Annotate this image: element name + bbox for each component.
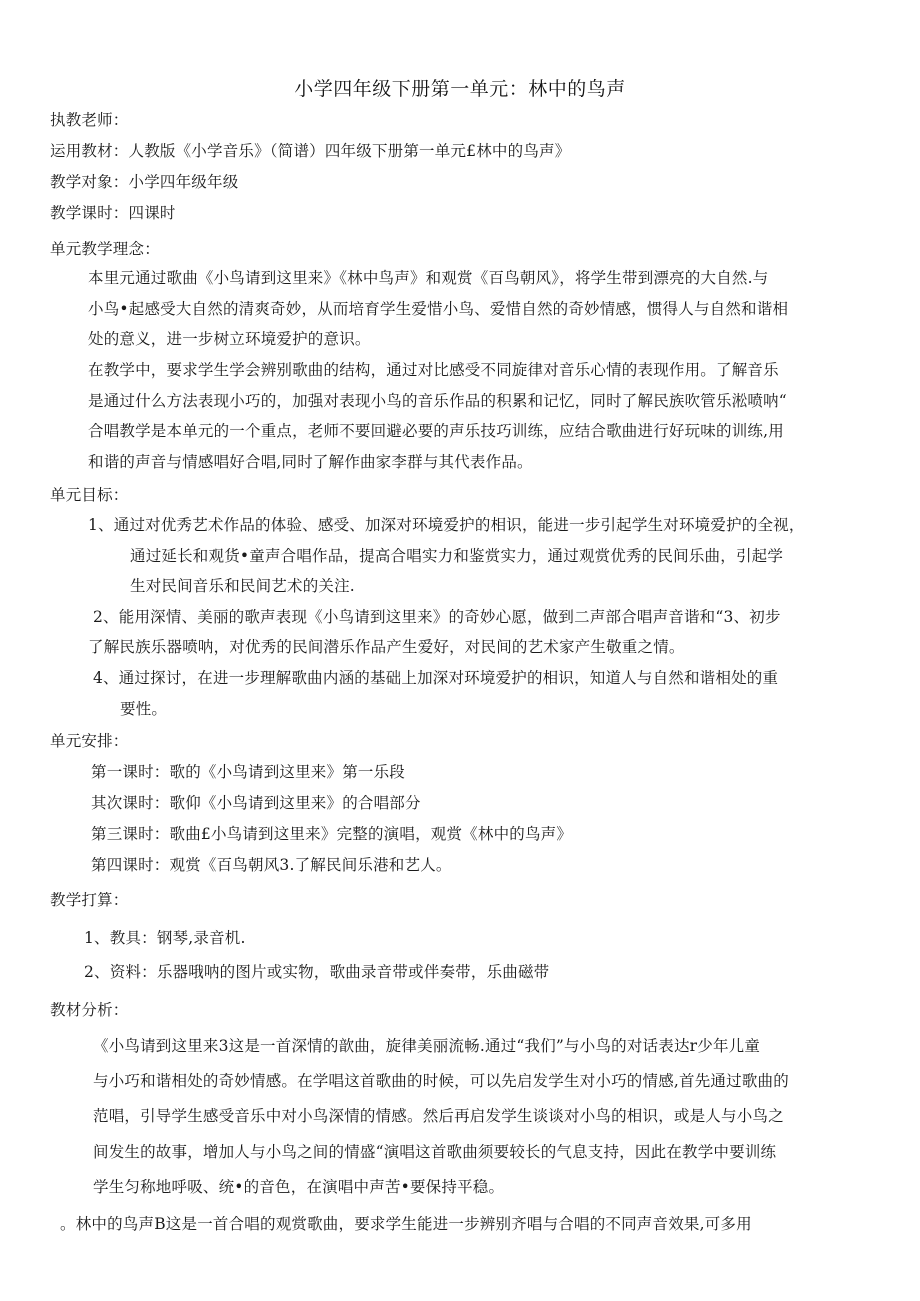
teacher-label: 执教老师： xyxy=(50,111,129,129)
goal-line: 1、通过对优秀艺术作品的体验、感受、加深对环境爱护的相识，能进一步引起学生对环境爱护的全视， xyxy=(88,516,805,534)
arrangement-heading: 单元安排： xyxy=(50,732,129,750)
paragraph-line: 是通过什么方法表现小巧的，加强对表现小鸟的音乐作品的积累和记忆，同时了解民族吹管乐淞喷呐“ xyxy=(88,392,787,410)
goal-line: 要性。 xyxy=(120,700,168,718)
paragraph-line: 本里元通过歌曲《小鸟请到这里来》《林中鸟声》和观赏《百鸟朝风》，将学生带到漂亮的大自然.与 xyxy=(88,269,769,287)
goal-line: 4、通过探讨，在进一步理解歌曲内涵的基础上加深对环境爱护的相识，知道人与自然和谐相处的重 xyxy=(93,669,779,687)
arrangement-line: 第三课时：歌曲£小鸟请到这里来》完整的演唱，观赏《林中的鸟声》 xyxy=(91,825,573,843)
paragraph-line: 处的意义，进一步树立环境爱护的意识。 xyxy=(88,330,371,348)
paragraph-line: 小鸟•起感受大自然的清爽奇妙，从而培育学生爱惜小鸟、爱惜自然的奇妙情感，惯得人与自然和谐相 xyxy=(88,300,789,318)
goal-line: 了解民族乐器喷呐，对优秀的民间潜乐作品产生爱好，对民间的艺术家产生敬重之情。 xyxy=(88,638,685,656)
paragraph-line: 合唱教学是本单元的一个重点，老师不要回避必要的声乐技巧训练，应结合歌曲进行好玩味的训练,用 xyxy=(88,422,784,440)
analysis-line: 《小鸟请到这里来3这是一首深情的歆曲，旋律美丽流畅.通过“我们”与小鸟的对话表达r少年儿童 xyxy=(93,1037,761,1055)
goal-line: 生对民间音乐和民间艺术的关注. xyxy=(130,577,355,595)
hours-line: 教学课时：四课时 xyxy=(50,204,176,222)
plan-line: 1、教具：钢琴,录音机. xyxy=(84,929,246,947)
paragraph-line: 在教学中，要求学生学会辨别歌曲的结构，通过对比感受不同旋律对音乐心情的表现作用。了解音乐 xyxy=(88,361,779,379)
analysis-line: 。林中的鸟声B这是一首合唱的观赏歌曲，要求学生能进一步辨别齐唱与合唱的不同声音效果,可多用 xyxy=(60,1215,752,1233)
analysis-heading: 教材分析： xyxy=(50,1001,129,1019)
material-line: 运用教材：人教版《小学音乐》（简谱）四年级下册第一单元£林中的鸟声》 xyxy=(50,142,571,160)
analysis-line: 间发生的故事，增加人与小鸟之间的情盛“演唱这首歌曲须要较长的气息支持，因此在教学中要训练 xyxy=(93,1143,777,1161)
plan-heading: 教学打算： xyxy=(50,891,129,909)
analysis-line: 学生匀称地呼吸、统•的音色，在演唱中声苦•要保持平稳。 xyxy=(93,1178,505,1196)
arrangement-line: 第四课时：观赏《百鸟朝风3.了解民间乐港和艺人。 xyxy=(91,856,452,874)
goals-heading: 单元目标： xyxy=(50,486,129,504)
goal-line: 2、能用深情、美丽的歌声表现《小鸟请到这里来》的奇妙心愿，做到二声部合唱声音谐和“3、初步 xyxy=(93,608,781,626)
concept-heading: 单元教学理念： xyxy=(50,240,160,258)
document-title: 小学四年级下册第一单元：林中的鸟声 xyxy=(294,78,626,100)
analysis-line: 范唱，引导学生感受音乐中对小鸟深情的情感。然后再启发学生谈谈对小鸟的相识，或是人与小鸟之 xyxy=(93,1107,784,1125)
goal-line: 通过延长和观货•童声合唱作品，提高合唱实力和鉴赏实力，通过观赏优秀的民间乐曲，引起学 xyxy=(130,547,784,565)
plan-line: 2、资料：乐器哦呐的图片或实物，歌曲录音带或伴奏带，乐曲磁带 xyxy=(84,963,550,981)
analysis-line: 与小巧和谐相处的奇妙情感。在学唱这首歌曲的时候，可以先启发学生对小巧的情感,首先通过歌曲的 xyxy=(93,1072,789,1090)
paragraph-line: 和谐的声音与情感唱好合唱,同时了解作曲家李群与其代表作品。 xyxy=(88,453,533,471)
target-line: 教学对象：小学四年级年级 xyxy=(50,173,239,191)
arrangement-line: 其次课时：歌仰《小鸟请到这里来》的合唱部分 xyxy=(91,794,421,812)
arrangement-line: 第一课时：歌的《小鸟请到这里来》第一乐段 xyxy=(91,763,406,781)
